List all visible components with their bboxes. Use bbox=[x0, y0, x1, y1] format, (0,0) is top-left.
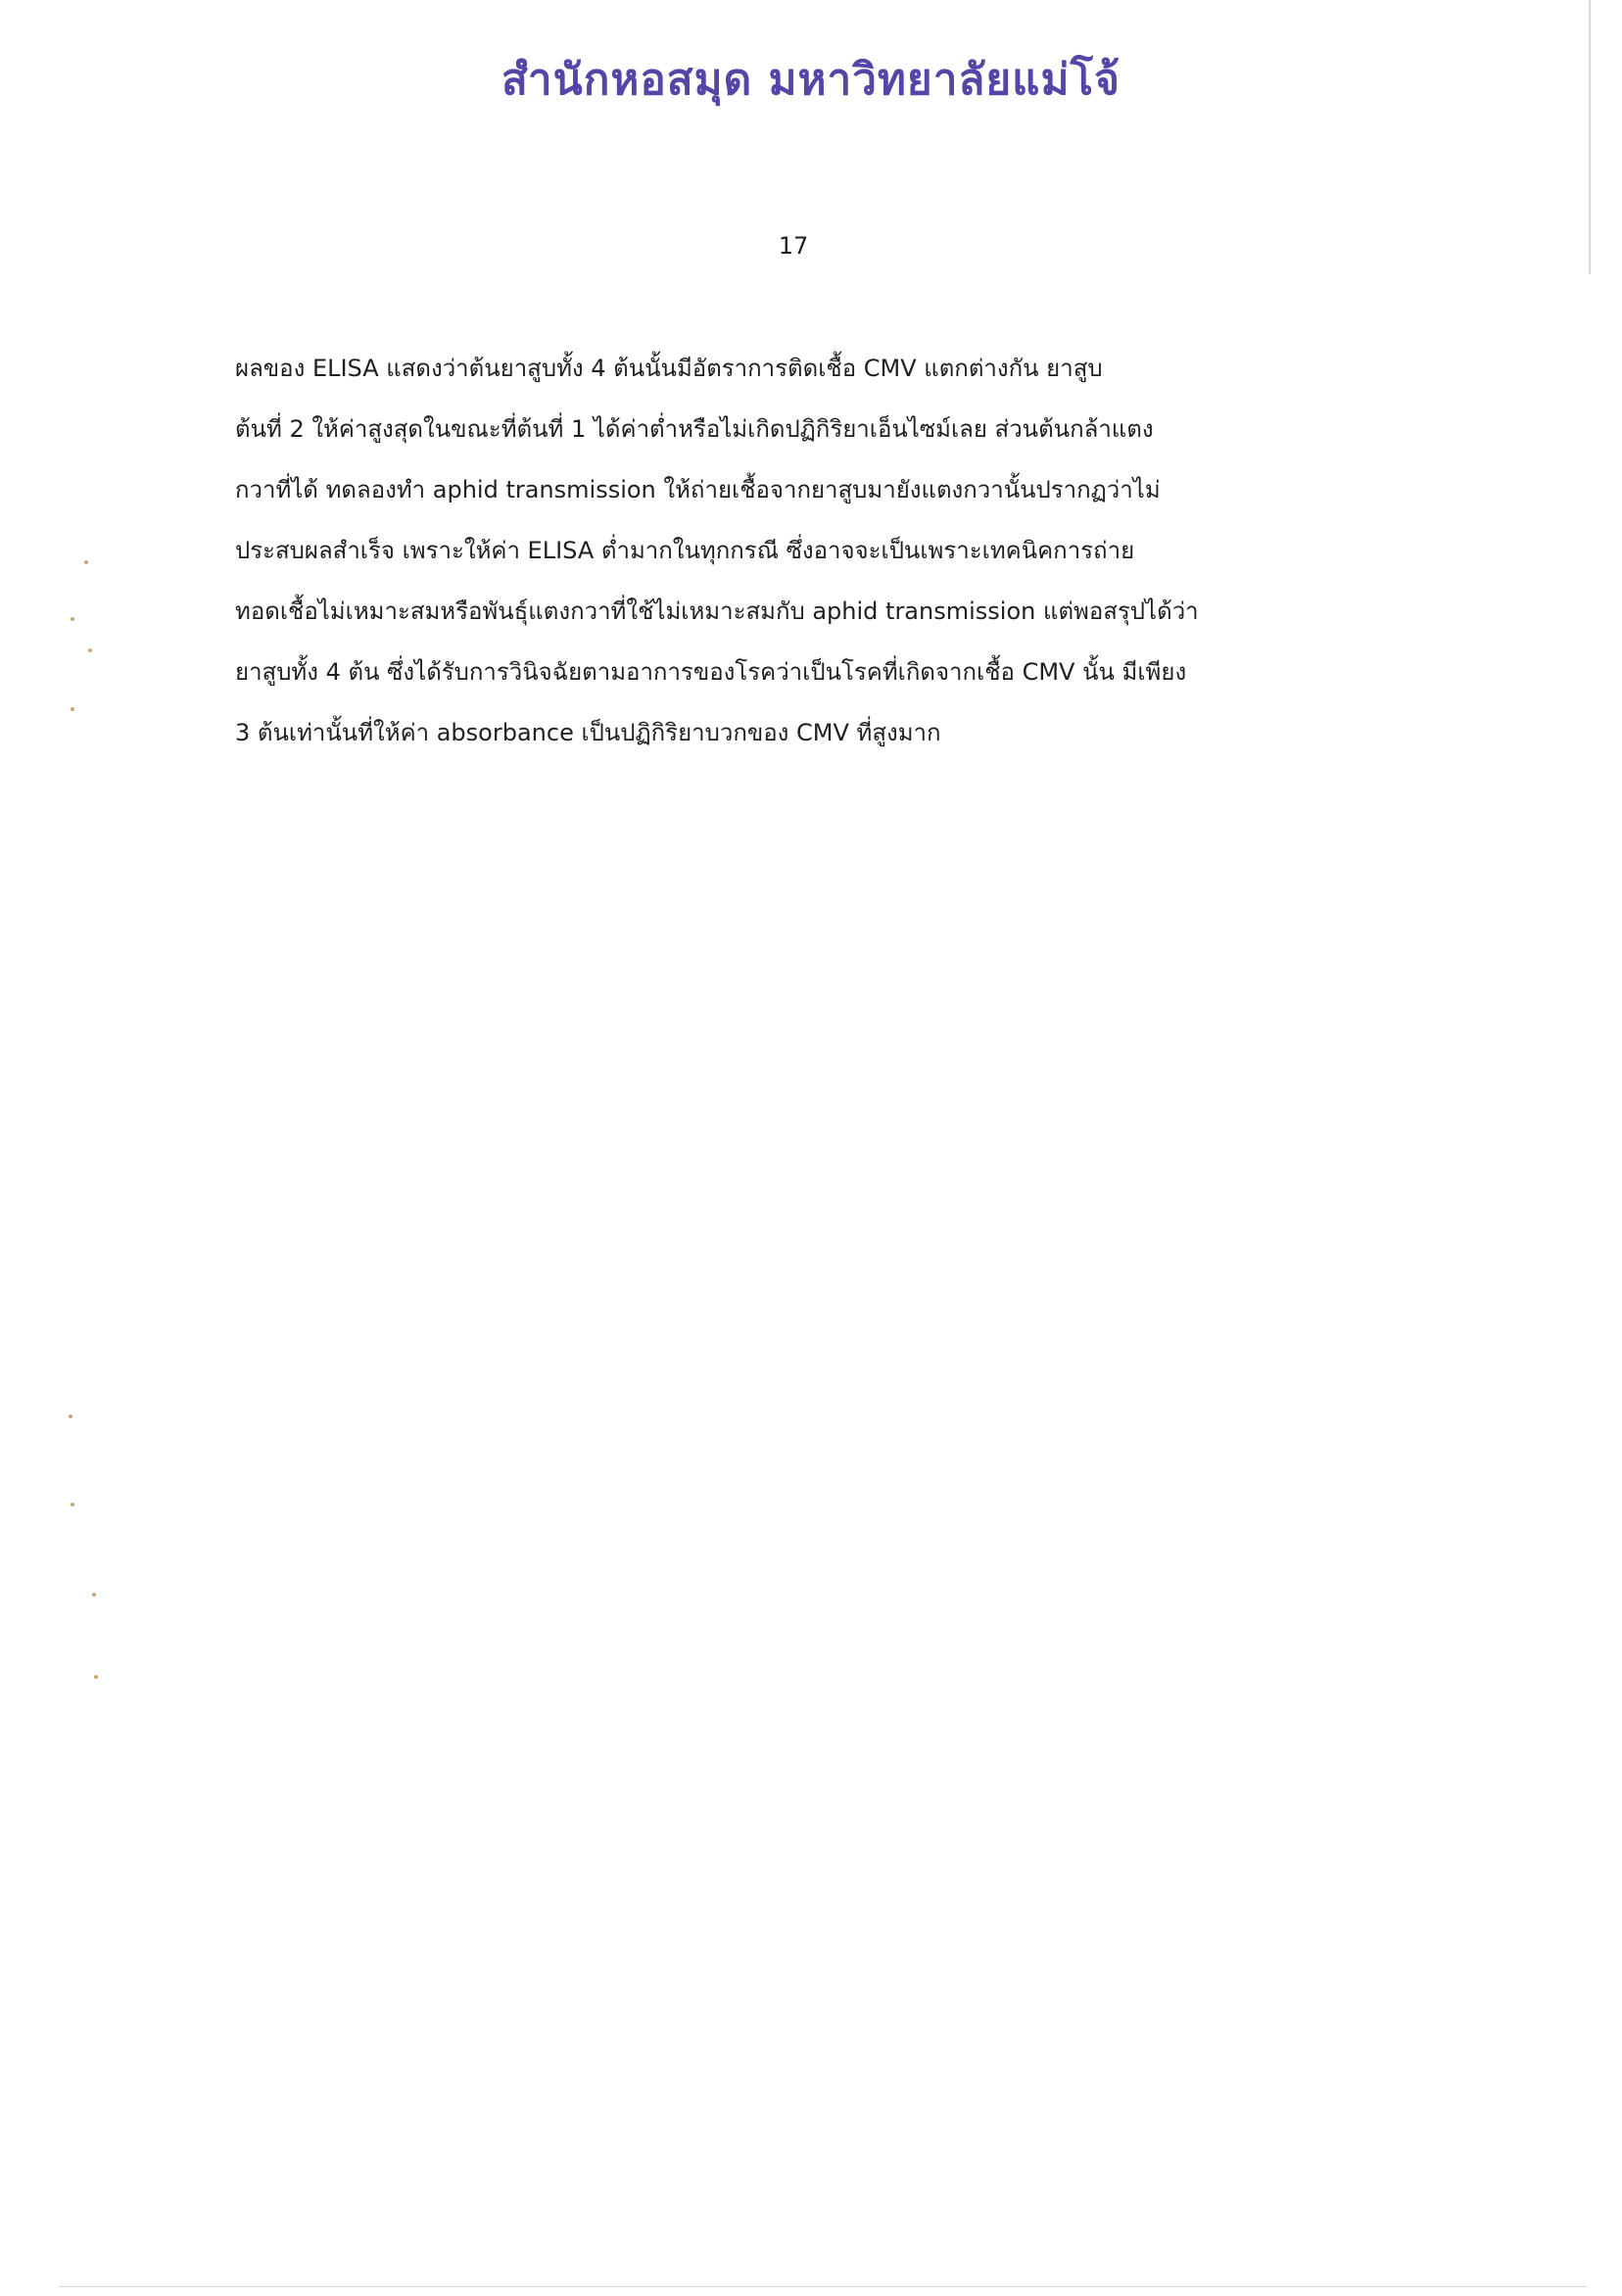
body-paragraph bbox=[235, 338, 1371, 763]
scan-speck bbox=[84, 560, 88, 564]
scan-speck bbox=[71, 617, 74, 621]
paragraph-line: 3 ต้นเท่านั้นที่ให้ค่า absorbance เป็นปฏิกิริยาบวกของ CMV ที่สูงมาก bbox=[235, 719, 941, 746]
scan-speck bbox=[71, 1503, 74, 1507]
scan-speck bbox=[92, 1593, 96, 1597]
scan-edge-right bbox=[1589, 0, 1591, 274]
paragraph-line: ยาสูบทั้ง 4 ต้น ซึ่งได้รับการวินิจฉัยตามอาการของโรคว่าเป็นโรคที่เกิดจากเชื้อ CMV นั้น มีเพียง bbox=[235, 658, 1187, 686]
scan-speck bbox=[71, 707, 74, 711]
paragraph-line: กวาที่ได้ ทดลองทำ aphid transmission ให้ถ่ายเชื้อจากยาสูบมายังแตงกวานั้นปรากฏว่าไม่ bbox=[235, 476, 1161, 503]
page-number: 17 bbox=[778, 232, 809, 260]
paragraph-line: ประสบผลสำเร็จ เพราะให้ค่า ELISA ต่ำมากในทุกกรณี ซึ่งอาจจะเป็นเพราะเทคนิคการถ่าย bbox=[235, 537, 1135, 564]
paragraph-line: ผลของ ELISA แสดงว่าต้นยาสูบทั้ง 4 ต้นนั้นมีอัตราการติดเชื้อ CMV แตกต่างกัน ยาสูบ bbox=[235, 355, 1103, 382]
paragraph-line: ทอดเชื้อไม่เหมาะสมหรือพันธุ์แตงกวาที่ใช้ไม่เหมาะสมกับ aphid transmission แต่พอสรุปได้ว่า bbox=[235, 598, 1199, 625]
scan-speck bbox=[94, 1675, 98, 1679]
scan-speck bbox=[88, 648, 92, 652]
library-stamp: สำนักหอสมุด มหาวิทยาลัยแม่โจ้ bbox=[501, 55, 1121, 105]
paragraph-line: ต้นที่ 2 ให้ค่าสูงสุดในขณะที่ต้นที่ 1 ได้ค่าต่ำหรือไม่เกิดปฏิกิริยาเอ็นไซม์เลย ส่วนต้นกล้าแตง bbox=[235, 415, 1154, 443]
scan-edge-bottom bbox=[59, 2286, 1587, 2287]
scan-speck bbox=[69, 1414, 72, 1418]
